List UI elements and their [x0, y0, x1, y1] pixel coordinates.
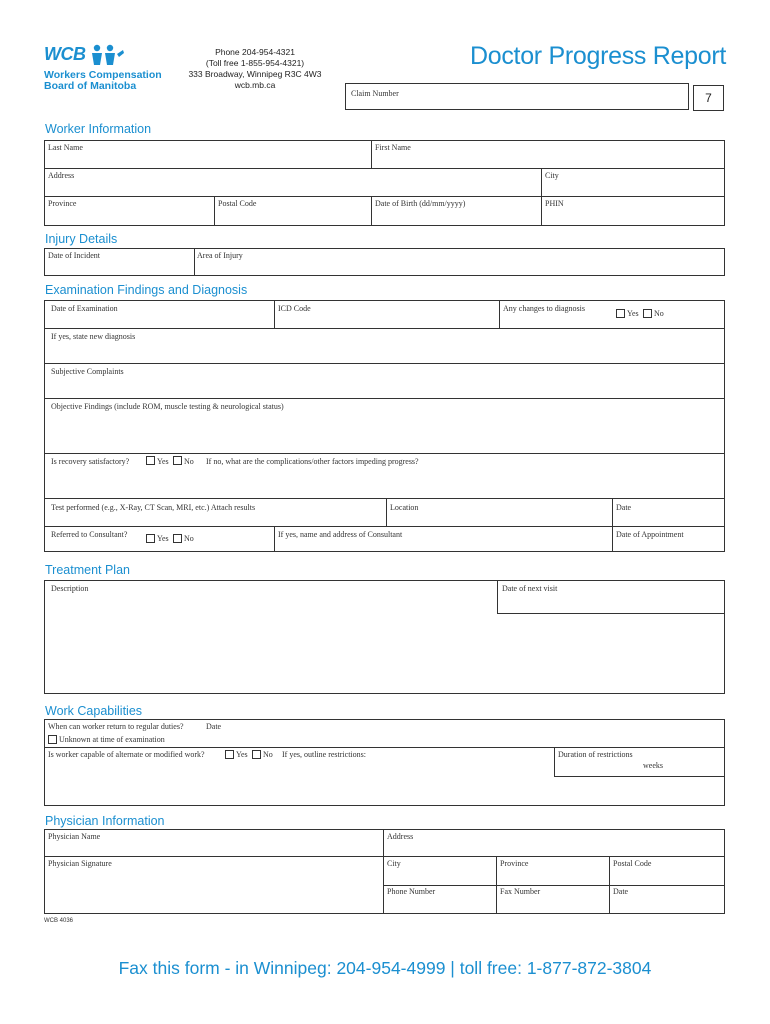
- physician-name-field[interactable]: Physician Name: [48, 832, 101, 841]
- date-of-exam-field[interactable]: Date of Examination: [51, 304, 118, 313]
- contact-address: 333 Broadway, Winnipeg R3C 4W3: [188, 69, 322, 79]
- logo-wordmark: WCB: [44, 44, 86, 64]
- diagnosis-changes-yes-checkbox[interactable]: [616, 309, 625, 318]
- dob-field[interactable]: Date of Birth (dd/mm/yyyy): [375, 199, 466, 208]
- section-heading-exam: Examination Findings and Diagnosis: [45, 283, 248, 297]
- physician-province-field[interactable]: Province: [500, 859, 529, 868]
- section-heading-work: Work Capabilities: [45, 704, 143, 718]
- section-heading-physician: Physician Information: [45, 814, 165, 828]
- alternate-no-checkbox[interactable]: [252, 750, 261, 759]
- org-name-line2: Board of Manitoba: [44, 80, 137, 92]
- physician-phone-field[interactable]: Phone Number: [387, 887, 436, 896]
- claim-number-label: Claim Number: [351, 89, 399, 98]
- test-location-field[interactable]: Location: [390, 503, 419, 512]
- test-date-field[interactable]: Date: [616, 503, 632, 512]
- wcb-logo: [44, 44, 174, 94]
- objective-findings-field[interactable]: Objective Findings (include ROM, muscle testing & neurological status): [51, 402, 284, 411]
- section-heading-injury: Injury Details: [45, 232, 118, 246]
- page-title: Doctor Progress Report: [470, 42, 726, 70]
- recovery-yes-label: Yes: [157, 457, 169, 466]
- alternate-yes-label: Yes: [236, 750, 248, 759]
- alternate-work-label: Is worker capable of alternate or modified work?: [48, 750, 205, 759]
- contact-phone: Phone 204-954-4321: [215, 47, 295, 57]
- worker-info-table: [44, 140, 725, 226]
- form-id: WCB 4036: [44, 918, 74, 924]
- last-name-field[interactable]: Last Name: [48, 143, 83, 152]
- contact-website: wcb.mb.ca: [234, 80, 276, 90]
- people-icon: [90, 44, 126, 66]
- diagnosis-changes-yes-label: Yes: [627, 309, 639, 318]
- alternate-yes-checkbox[interactable]: [225, 750, 234, 759]
- exam-table: [44, 300, 725, 552]
- work-table: [44, 719, 725, 806]
- recovery-no-label: No: [184, 457, 194, 466]
- treatment-description-field[interactable]: Description: [51, 584, 89, 593]
- alternate-no-label: No: [263, 750, 273, 759]
- weeks-label: weeks: [643, 761, 663, 770]
- referred-no-checkbox[interactable]: [173, 534, 182, 543]
- next-visit-field[interactable]: Date of next visit: [502, 584, 558, 593]
- consultant-field[interactable]: If yes, name and address of Consultant: [278, 530, 403, 539]
- physician-postal-code-field[interactable]: Postal Code: [613, 859, 652, 868]
- address-field[interactable]: Address: [48, 171, 75, 180]
- physician-address-field[interactable]: Address: [387, 832, 414, 841]
- recovery-label: Is recovery satisfactory?: [51, 457, 130, 466]
- province-field[interactable]: Province: [48, 199, 77, 208]
- recovery-yes-checkbox[interactable]: [146, 456, 155, 465]
- contact-block: [180, 47, 330, 91]
- date-of-incident-field[interactable]: Date of Incident: [48, 251, 100, 260]
- physician-fax-field[interactable]: Fax Number: [500, 887, 541, 896]
- duration-field[interactable]: Duration of restrictions: [558, 750, 633, 759]
- phin-field[interactable]: PHIN: [545, 199, 564, 208]
- area-of-injury-field[interactable]: Area of Injury: [197, 251, 243, 260]
- new-diagnosis-field[interactable]: If yes, state new diagnosis: [51, 332, 136, 341]
- section-heading-worker: Worker Information: [45, 122, 152, 136]
- section-heading-treatment: Treatment Plan: [45, 563, 130, 577]
- return-date-field[interactable]: Date: [206, 722, 222, 731]
- referred-yes-checkbox[interactable]: [146, 534, 155, 543]
- physician-signature-field[interactable]: Physician Signature: [48, 859, 112, 868]
- physician-city-field[interactable]: City: [387, 859, 401, 868]
- postal-code-field[interactable]: Postal Code: [218, 199, 257, 208]
- unknown-checkbox[interactable]: [48, 735, 57, 744]
- icd-code-field[interactable]: ICD Code: [278, 304, 311, 313]
- appointment-date-field[interactable]: Date of Appointment: [616, 530, 684, 539]
- diagnosis-changes-label: Any changes to diagnosis: [503, 304, 585, 313]
- diagnosis-changes-no-checkbox[interactable]: [643, 309, 652, 318]
- tests-performed-field[interactable]: Test performed (e.g., X-Ray, CT Scan, MRI, etc.) Attach results: [51, 503, 256, 512]
- contact-toll-free: (Toll free 1-855-954-4321): [205, 58, 305, 68]
- recovery-no-checkbox[interactable]: [173, 456, 182, 465]
- city-field[interactable]: City: [545, 171, 559, 180]
- org-name-line1: Workers Compensation: [44, 69, 162, 81]
- subjective-complaints-field[interactable]: Subjective Complaints: [51, 367, 124, 376]
- physician-date-field[interactable]: Date: [613, 887, 629, 896]
- form-code: 7: [705, 91, 712, 105]
- diagnosis-changes-no-label: No: [654, 309, 664, 318]
- unknown-label: Unknown at time of examination: [59, 735, 165, 744]
- referred-yes-label: Yes: [157, 534, 169, 543]
- physician-table: [44, 829, 725, 914]
- return-question-label: When can worker return to regular duties?: [48, 722, 184, 731]
- referred-no-label: No: [184, 534, 194, 543]
- first-name-field[interactable]: First Name: [375, 143, 411, 152]
- complications-field[interactable]: If no, what are the complications/other factors impeding progress?: [206, 457, 419, 466]
- fax-instructions: Fax this form - in Winnipeg: 204-954-4999 | toll free: 1-877-872-3804: [118, 958, 652, 978]
- treatment-table: [44, 580, 725, 694]
- form-code-box: [693, 85, 724, 111]
- restrictions-field[interactable]: If yes, outline restrictions:: [282, 750, 366, 759]
- claim-number-field[interactable]: [345, 83, 689, 110]
- injury-table: [44, 248, 725, 276]
- referred-label: Referred to Consultant?: [51, 530, 128, 539]
